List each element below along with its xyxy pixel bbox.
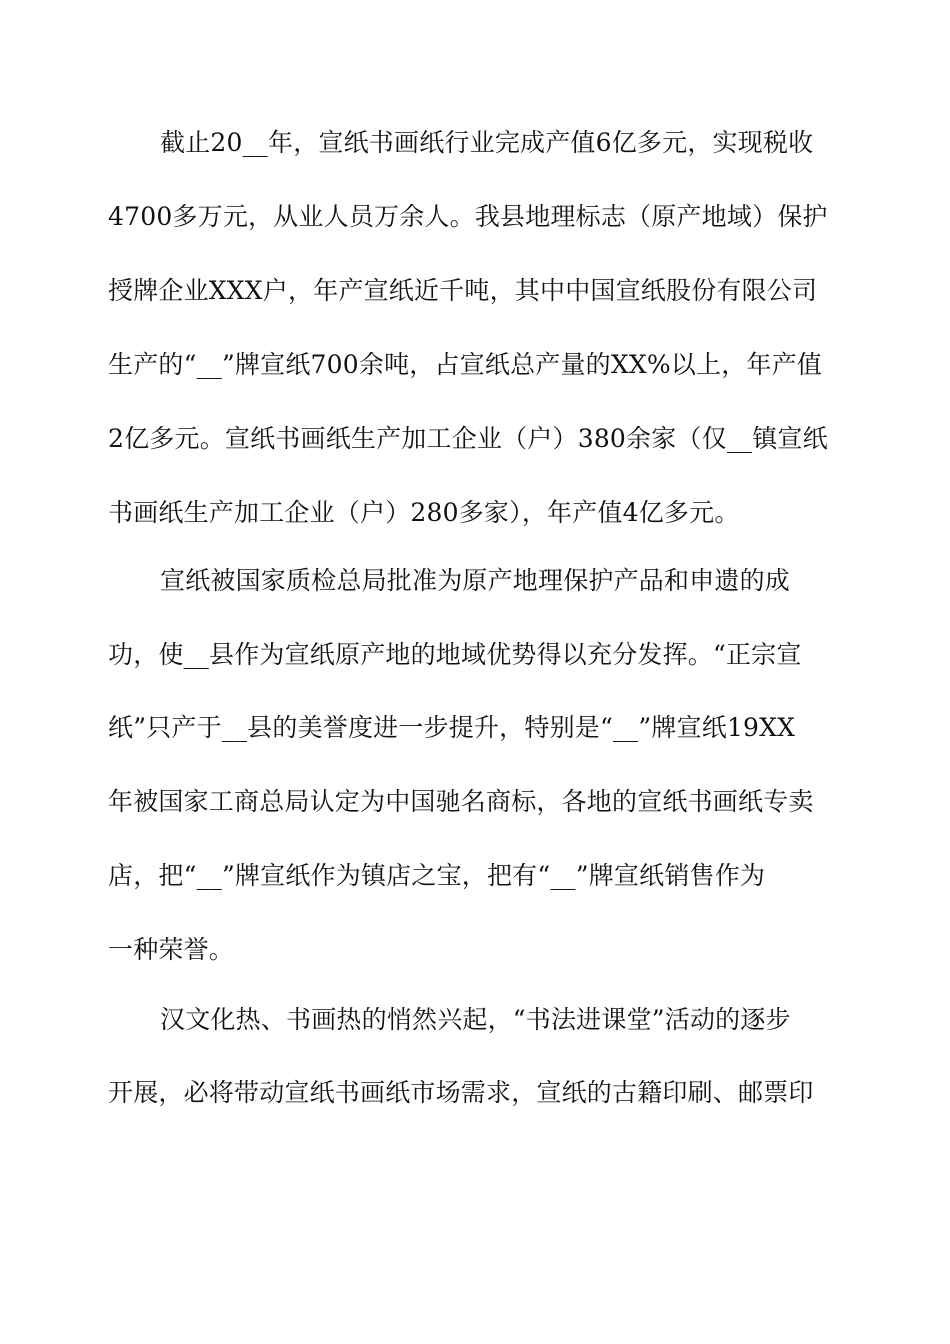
text-line: 功，使__县作为宣纸原产地的地域优势得以充分发挥。“正宗宣 — [108, 640, 802, 669]
text-line: 2亿多元。宣纸书画纸生产加工企业（户）380余家（仅__镇宣纸 — [108, 424, 828, 453]
text-line: 宣纸被国家质检总局批准为原产地理保护产品和申遗的成 — [160, 566, 791, 595]
text-line: 一种荣誉。 — [108, 935, 235, 964]
text-line: 纸”只产于__县的美誉度进一步提升，特别是“__”牌宣纸19XX — [108, 713, 796, 742]
text-line: 4700多万元，从业人员万余人。我县地理标志（原产地域）保护 — [108, 202, 828, 231]
text-line: 生产的“__”牌宣纸700余吨，占宣纸总产量的XX%以上，年产值 — [108, 350, 823, 379]
text-line: 年被国家工商总局认定为中国驰名商标，各地的宣纸书画纸专卖 — [108, 787, 814, 816]
text-line: 开展，必将带动宣纸书画纸市场需求，宣纸的古籍印刷、邮票印 — [108, 1078, 814, 1107]
text-line: 授牌企业XXX户，年产宣纸近千吨，其中中国宣纸股份有限公司 — [108, 276, 818, 305]
text-line: 汉文化热、书画热的悄然兴起，“书法进课堂”活动的逐步 — [160, 1005, 791, 1034]
text-line: 店，把“__”牌宣纸作为镇店之宝，把有“__”牌宣纸销售作为 — [108, 861, 766, 890]
text-line: 截止20__年，宣纸书画纸行业完成产值6亿多元，实现税收 — [160, 128, 814, 157]
text-line: 书画纸生产加工企业（户）280多家），年产值4亿多元。 — [108, 498, 740, 527]
